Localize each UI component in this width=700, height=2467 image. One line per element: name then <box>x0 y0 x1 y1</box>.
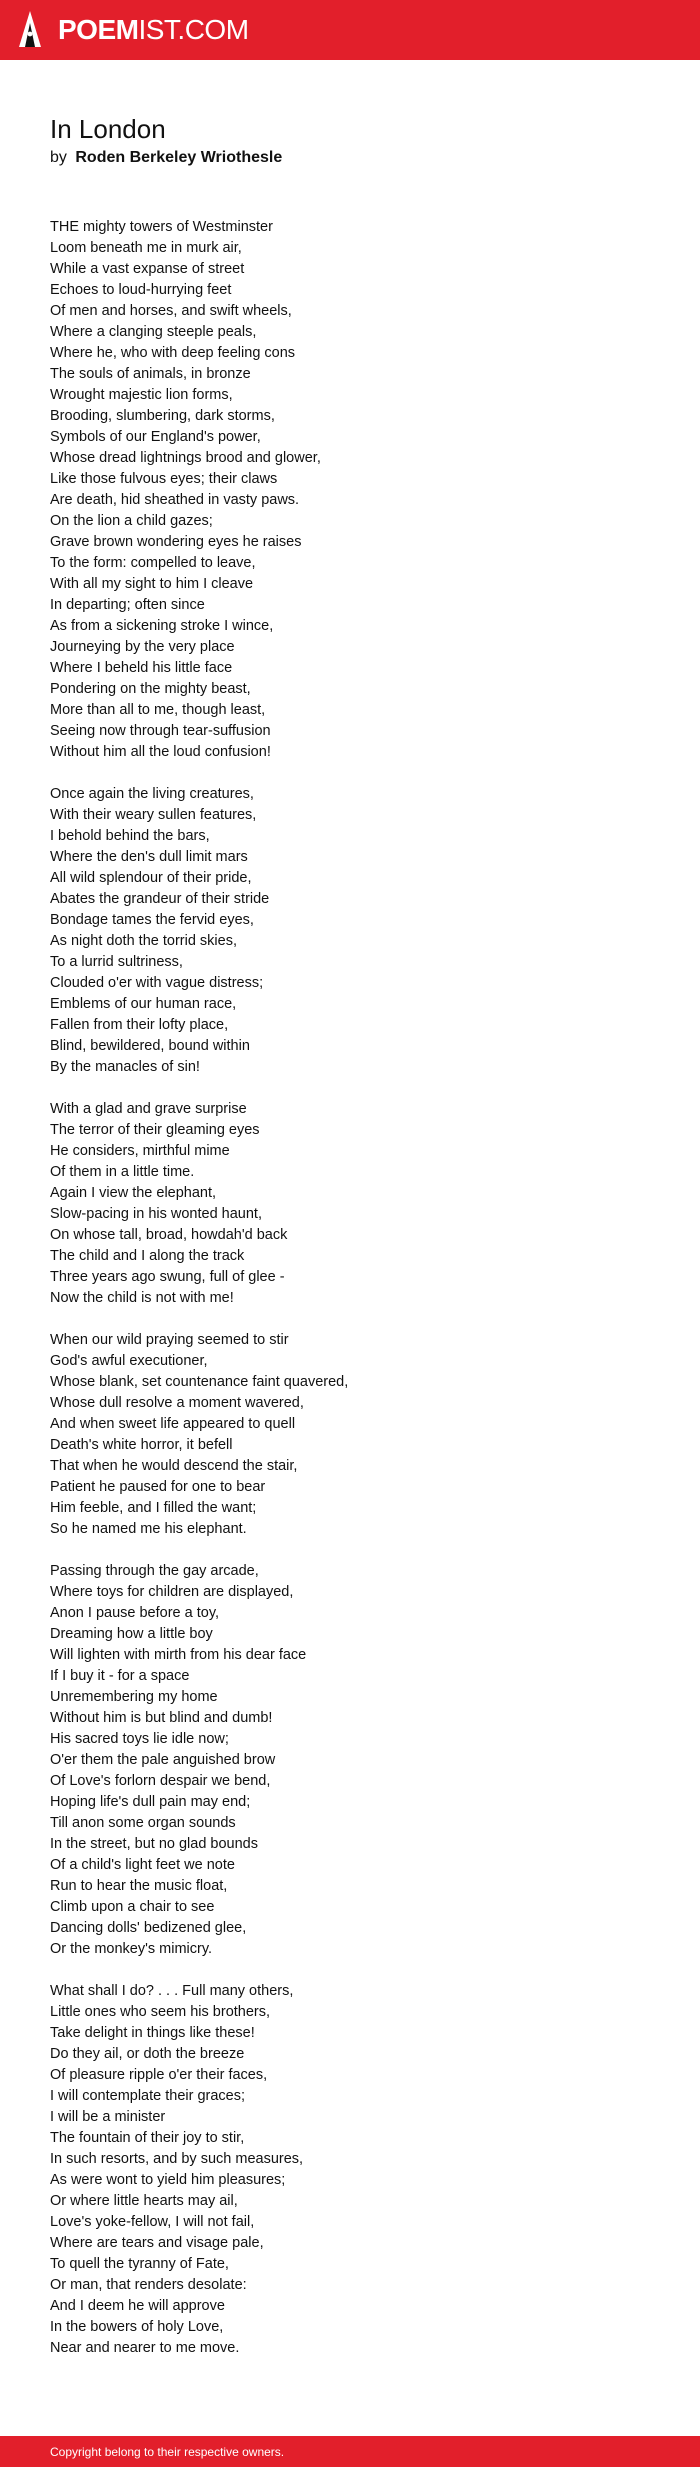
poem-line: And when sweet life appeared to quell <box>50 1416 296 1432</box>
poem-line: Of men and horses, and swift wheels, <box>50 303 292 319</box>
poem-line: What shall I do? . . . Full many others, <box>50 1983 294 1999</box>
poem-line: Little ones who seem his brothers, <box>50 2004 271 2020</box>
site-header <box>0 0 700 60</box>
poem-line: By the manacles of sin! <box>50 1059 200 1075</box>
stanza <box>50 1330 650 1540</box>
poem-line: So he named me his elephant. <box>50 1521 247 1537</box>
poem-line: His sacred toys lie idle now; <box>50 1731 229 1747</box>
poem-line: Whose dull resolve a moment wavered, <box>50 1395 304 1411</box>
poem-line: Without him is but blind and dumb! <box>50 1710 273 1726</box>
poem-line: Journeying by the very place <box>50 639 235 655</box>
copyright-notice: Copyright belong to their respective owners. <box>50 2445 285 2459</box>
poem-line: Patient he paused for one to bear <box>50 1479 266 1495</box>
poem-line: Take delight in things like these! <box>50 2025 255 2041</box>
poem-line: With their weary sullen features, <box>50 807 257 823</box>
poem-line: Do they ail, or doth the breeze <box>50 2046 245 2062</box>
poem-line: Climb upon a chair to see <box>50 1899 215 1915</box>
poem-line: Where are tears and visage pale, <box>50 2235 264 2251</box>
poem-line: Brooding, slumbering, dark storms, <box>50 408 275 424</box>
poem-line: As night doth the torrid skies, <box>50 933 237 949</box>
poem-line: The fountain of their joy to stir, <box>50 2130 245 2146</box>
poem-line: If I buy it - for a space <box>50 1668 190 1684</box>
poem-line: When our wild praying seemed to stir <box>50 1332 289 1348</box>
poem-line: More than all to me, though least, <box>50 702 266 718</box>
poem-line: Dancing dolls' bedizened glee, <box>50 1920 247 1936</box>
poem-line: Abates the grandeur of their stride <box>50 891 270 907</box>
poem-title: In London <box>50 114 166 144</box>
byline <box>50 145 282 171</box>
poem-line: I will be a minister <box>50 2109 166 2125</box>
poem-line: Once again the living creatures, <box>50 786 254 802</box>
poem-line: Dreaming how a little boy <box>50 1626 213 1642</box>
poem-line: On whose tall, broad, howdah'd back <box>50 1227 288 1243</box>
stanza <box>50 1099 650 1309</box>
poem-line: Echoes to loud-hurrying feet <box>50 282 232 298</box>
logo-wordmark-bold: POEM <box>58 14 139 45</box>
stanza <box>50 784 650 1078</box>
poem-line: Hoping life's dull pain may end; <box>50 1794 251 1810</box>
poem-line: Or the monkey's mimicry. <box>50 1941 213 1957</box>
pen-nib-icon <box>18 10 42 50</box>
stanza <box>50 1561 650 1960</box>
poem-line: Where toys for children are displayed, <box>50 1584 294 1600</box>
poem-line: Of pleasure ripple o'er their faces, <box>50 2067 268 2083</box>
stanza <box>50 1981 650 2359</box>
poem-line: On the lion a child gazes; <box>50 513 213 529</box>
poem-line: Run to hear the music float, <box>50 1878 228 1894</box>
poem-line: Or where little hearts may ail, <box>50 2193 238 2209</box>
poem-line: Or man, that renders desolate: <box>50 2277 247 2293</box>
poem-line: THE mighty towers of Westminster <box>50 219 273 235</box>
poem-line: With all my sight to him I cleave <box>50 576 254 592</box>
poem-line: And I deem he will approve <box>50 2298 225 2314</box>
poem-line: Slow-pacing in his wonted haunt, <box>50 1206 262 1222</box>
poem-line: Where I beheld his little face <box>50 660 233 676</box>
poem-line: Where a clanging steeple peals, <box>50 324 257 340</box>
poem-line: In the street, but no glad bounds <box>50 1836 258 1852</box>
stanza <box>50 217 650 763</box>
poem-line: Are death, hid sheathed in vasty paws. <box>50 492 300 508</box>
poem-line: He considers, mirthful mime <box>50 1143 230 1159</box>
poem-line: In the bowers of holy Love, <box>50 2319 224 2335</box>
poem-line: Of a child's light feet we note <box>50 1857 235 1873</box>
byline-label: by <box>50 149 67 166</box>
poem-body <box>50 217 650 2380</box>
poem-line: Unremembering my home <box>50 1689 218 1705</box>
poem-line: Till anon some organ sounds <box>50 1815 236 1831</box>
poem-line: The terror of their gleaming eyes <box>50 1122 260 1138</box>
poem-line: As were wont to yield him pleasures; <box>50 2172 286 2188</box>
poem-line: Wrought majestic lion forms, <box>50 387 233 403</box>
poem-line: Of them in a little time. <box>50 1164 195 1180</box>
poem-line: I behold behind the bars, <box>50 828 210 844</box>
poem-line: Death's white horror, it befell <box>50 1437 233 1453</box>
poem-line: Clouded o'er with vague distress; <box>50 975 264 991</box>
poem-line: Where the den's dull limit mars <box>50 849 248 865</box>
poem-line: To the form: compelled to leave, <box>50 555 256 571</box>
poem-line: Love's yoke-fellow, I will not fail, <box>50 2214 255 2230</box>
poem-line: Anon I pause before a toy, <box>50 1605 220 1621</box>
poem-line: Blind, bewildered, bound within <box>50 1038 250 1054</box>
poem-line: With a glad and grave surprise <box>50 1101 247 1117</box>
site-logo[interactable] <box>18 10 249 50</box>
poem-line: Will lighten with mirth from his dear face <box>50 1647 307 1663</box>
site-footer <box>0 2436 700 2467</box>
poem-line: All wild splendour of their pride, <box>50 870 252 886</box>
poem-line: As from a sickening stroke I wince, <box>50 618 274 634</box>
poem-line: While a vast expanse of street <box>50 261 245 277</box>
poem-line: Pondering on the mighty beast, <box>50 681 251 697</box>
logo-wordmark <box>58 10 249 50</box>
poem-line: To quell the tyranny of Fate, <box>50 2256 229 2272</box>
poem-line: Where he, who with deep feeling cons <box>50 345 296 361</box>
poem-line: I will contemplate their graces; <box>50 2088 246 2104</box>
poem-line: Bondage tames the fervid eyes, <box>50 912 254 928</box>
logo-wordmark-light: IST.COM <box>138 14 249 45</box>
poem-line: The souls of animals, in bronze <box>50 366 251 382</box>
poem-line: Seeing now through tear-suffusion <box>50 723 271 739</box>
poem-line: Without him all the loud confusion! <box>50 744 271 760</box>
poem-line: Emblems of our human race, <box>50 996 237 1012</box>
poem-line: Passing through the gay arcade, <box>50 1563 259 1579</box>
poem-line: Again I view the elephant, <box>50 1185 217 1201</box>
poem-line: In departing; often since <box>50 597 205 613</box>
poem-line: In such resorts, and by such measures, <box>50 2151 304 2167</box>
poem-line: Whose dread lightnings brood and glower, <box>50 450 321 466</box>
poem-line: The child and I along the track <box>50 1248 245 1264</box>
author-name[interactable]: Roden Berkeley Wriothesle <box>75 149 283 166</box>
poem-line: Three years ago swung, full of glee - <box>50 1269 285 1285</box>
poem-line: Now the child is not with me! <box>50 1290 234 1306</box>
poem-line: Of Love's forlorn despair we bend, <box>50 1773 271 1789</box>
poem-line: God's awful executioner, <box>50 1353 208 1369</box>
poem-line: Symbols of our England's power, <box>50 429 261 445</box>
poem-line: Him feeble, and I filled the want; <box>50 1500 257 1516</box>
poem-line: Grave brown wondering eyes he raises <box>50 534 302 550</box>
poem-line: Near and nearer to me move. <box>50 2340 240 2356</box>
poem-line: That when he would descend the stair, <box>50 1458 298 1474</box>
poem-line: Like those fulvous eyes; their claws <box>50 471 278 487</box>
poem-line: Loom beneath me in murk air, <box>50 240 242 256</box>
poem-line: O'er them the pale anguished brow <box>50 1752 276 1768</box>
poem-line: To a lurrid sultriness, <box>50 954 183 970</box>
poem-line: Whose blank, set countenance faint quavered, <box>50 1374 349 1390</box>
poem-line: Fallen from their lofty place, <box>50 1017 229 1033</box>
